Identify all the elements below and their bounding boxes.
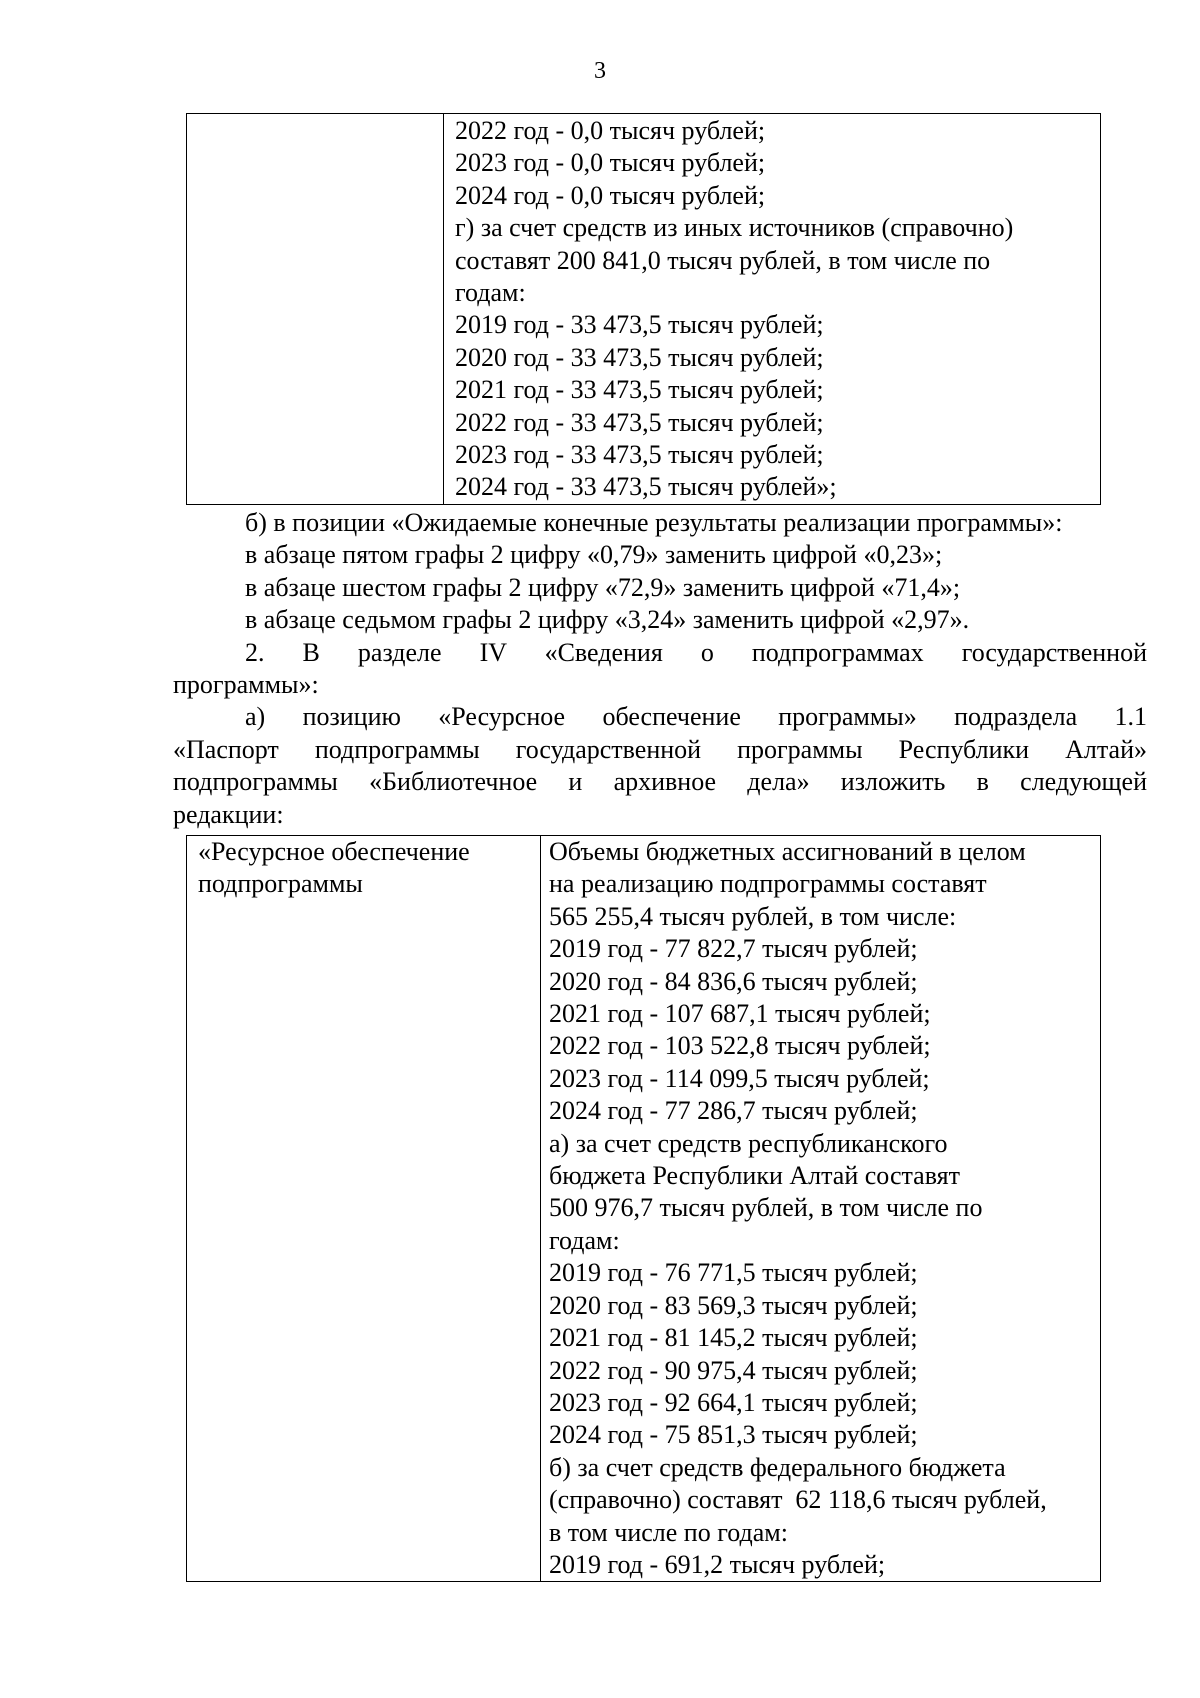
body-text (173, 507, 1147, 831)
text-line: бюджета Республики Алтай составят (549, 1161, 960, 1191)
paragraph: в абзаце шестом графы 2 цифру «72,9» заменить цифрой «71,4»; (245, 572, 961, 602)
text-line: 2024 год - 33 473,5 тысяч рублей»; (455, 472, 837, 502)
paragraph: в абзаце седьмом графы 2 цифру «3,24» заменить цифрой «2,97». (245, 605, 970, 635)
text-line: 2020 год - 33 473,5 тысяч рублей; (455, 342, 824, 372)
paragraph: в абзаце пятом графы 2 цифру «0,79» заменить цифрой «0,23»; (245, 540, 943, 570)
text-line: 500 976,7 тысяч рублей, в том числе по (549, 1193, 983, 1223)
text-line: «Ресурсное обеспечение (198, 837, 470, 866)
text-line: 565 255,4 тысяч рублей, в том числе: (549, 901, 957, 931)
text-line: 2022 год - 33 473,5 тысяч рублей; (455, 407, 824, 437)
text-line: 2020 год - 84 836,6 тысяч рублей; (549, 966, 918, 996)
text-line: 2022 год - 0,0 тысяч рублей; (455, 116, 766, 145)
text-line: 2023 год - 33 473,5 тысяч рублей; (455, 440, 824, 470)
table-row (187, 836, 1101, 1582)
text-line: в том числе по годам: (549, 1517, 788, 1547)
text-line: годам: (455, 278, 526, 308)
text-line: 2019 год - 76 771,5 тысяч рублей; (549, 1258, 918, 1288)
text-line: (справочно) составят 62 118,6 тысяч рублей, (549, 1485, 1047, 1515)
text-line: 2020 год - 83 569,3 тысяч рублей; (549, 1290, 918, 1320)
text-line: 2021 год - 33 473,5 тысяч рублей; (455, 375, 824, 405)
paragraph: подпрограммы «Библиотечное и архивное дела» изложить в следующей (173, 767, 1147, 797)
funding-table-continued (186, 113, 1101, 505)
text-line: г) за счет средств из иных источников (справочно) (455, 213, 1014, 243)
text-line: 2019 год - 33 473,5 тысяч рублей; (455, 310, 824, 340)
paragraph: программы»: (173, 670, 319, 700)
text-line: Объемы бюджетных ассигнований в целом (549, 837, 1026, 866)
text-line: 2023 год - 0,0 тысяч рублей; (455, 148, 766, 178)
table-cell-value (444, 114, 1101, 505)
text-line: 2019 год - 691,2 тысяч рублей; (549, 1549, 886, 1579)
text-line: 2024 год - 75 851,3 тысяч рублей; (549, 1420, 918, 1450)
text-line: 2021 год - 107 687,1 тысяч рублей; (549, 999, 931, 1029)
paragraph: «Паспорт подпрограммы государственной программы Республики Алтай» (173, 734, 1147, 764)
text-line: годам: (549, 1225, 620, 1255)
text-line: 2019 год - 77 822,7 тысяч рублей; (549, 934, 918, 964)
text-line: 2024 год - 0,0 тысяч рублей; (455, 180, 766, 210)
text-line: 2021 год - 81 145,2 тысяч рублей; (549, 1323, 918, 1353)
table-cell-value (541, 836, 1101, 1582)
text-line: 2022 год - 103 522,8 тысяч рублей; (549, 1031, 931, 1061)
paragraph: 2. В разделе IV «Сведения о подпрограммах государственной (245, 637, 1147, 667)
cell-lines (444, 115, 1100, 504)
paragraph: редакции: (173, 799, 284, 829)
text-line: подпрограммы (198, 869, 363, 899)
text-line: а) за счет средств республиканского (549, 1128, 948, 1158)
text-line: на реализацию подпрограммы составят (549, 869, 987, 899)
paragraph: а) позицию «Ресурсное обеспечение программы» подраздела 1.1 (245, 702, 1147, 732)
table-cell-label (187, 836, 541, 1582)
text-line: 2023 год - 114 099,5 тысяч рублей; (549, 1063, 930, 1093)
table-row (187, 114, 1101, 505)
table-cell-label (187, 114, 444, 505)
text-line: 2024 год - 77 286,7 тысяч рублей; (549, 1096, 918, 1126)
text-line: 2023 год - 92 664,1 тысяч рублей; (549, 1387, 918, 1417)
text-line: 2022 год - 90 975,4 тысяч рублей; (549, 1355, 918, 1385)
text-line: б) за счет средств федерального бюджета (549, 1452, 1006, 1482)
page-number: 3 (594, 58, 606, 84)
subprogram-resource-table (186, 835, 1101, 1582)
paragraph: б) в позиции «Ожидаемые конечные результаты реализации программы»: (245, 508, 1063, 537)
text-line: составят 200 841,0 тысяч рублей, в том числе по (455, 245, 991, 275)
